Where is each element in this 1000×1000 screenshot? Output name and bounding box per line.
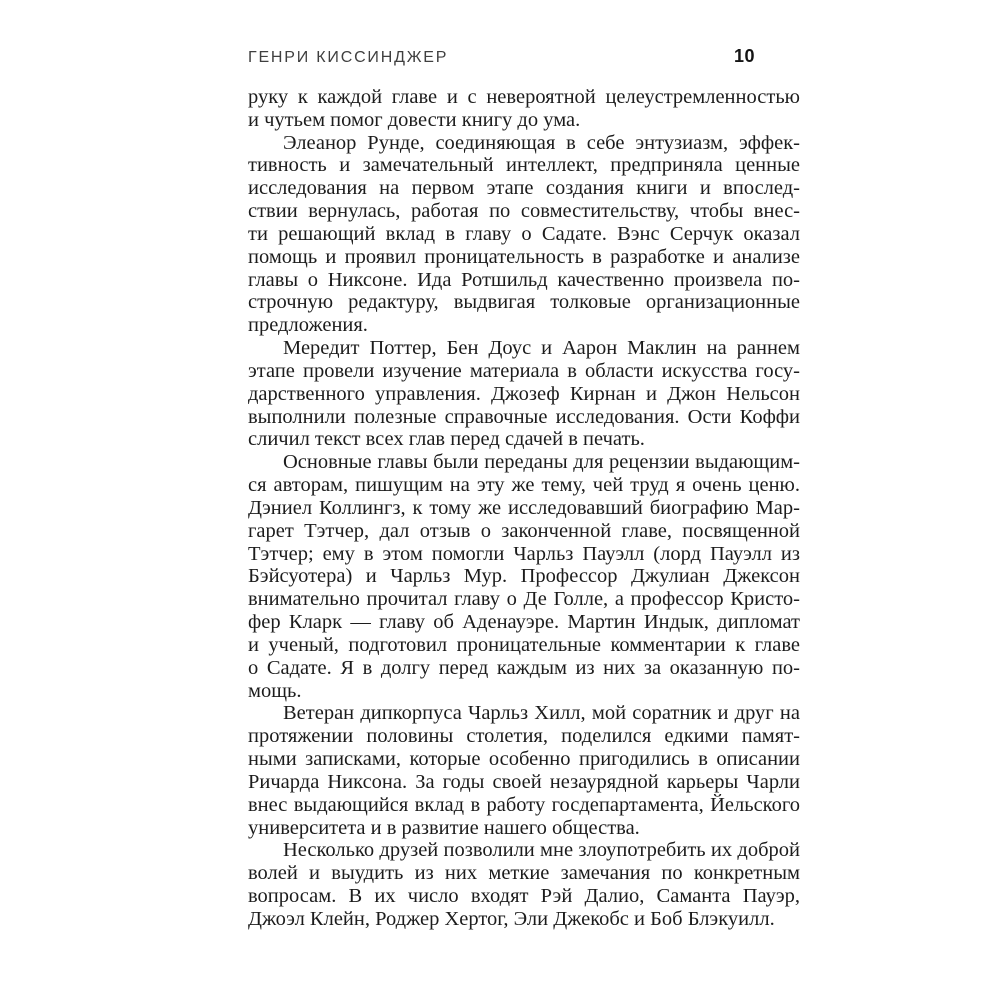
text-line: ствии вернулась, работая по совместительству, чтобы внес- [248, 200, 800, 223]
text-line: дарственного управления. Джозеф Кирнан и Джон Нельсон [248, 382, 800, 405]
text-line: Мередит Поттер, Бен Доус и Аарон Маклин на раннем [283, 337, 800, 360]
paragraph [248, 451, 800, 702]
text-line: руку к каждой главе и с невероятной целеустремленностью [248, 86, 800, 108]
text-line: предложения. [248, 314, 368, 337]
text-line: о Садате. Я в долгу перед каждым из них за оказанную по- [248, 656, 800, 679]
text-line: внимательно прочитал главу о Де Голле, а профессор Кристо- [248, 588, 800, 611]
text-line: Ветеран дипкорпуса Чарльз Хилл, мой соратник и друг на [283, 702, 800, 725]
paragraph [248, 337, 800, 451]
running-header-author: ГЕНРИ КИССИНДЖЕР [248, 49, 449, 66]
text-line: Несколько друзей позволили мне злоупотребить их доброй [283, 839, 800, 862]
page-number: 10 [733, 46, 755, 66]
text-line: выполнили полезные справочные исследования. Ости Коффи [248, 405, 800, 428]
text-line: протяжении половины столетия, поделился едкими памят- [248, 725, 800, 748]
text-line: Элеанор Рунде, соединяющая в себе энтузиазм, эффек- [283, 131, 800, 154]
running-header [248, 46, 755, 67]
paragraph [248, 839, 800, 930]
text-line: этапе провели изучение материала в области искусства госу- [248, 359, 800, 382]
text-line: Джоэл Клейн, Роджер Хертог, Эли Джекобс и Боб Блэкуилл. [248, 907, 775, 930]
text-line: ти решающий вклад в главу о Садате. Вэнс Серчук оказал [248, 222, 800, 245]
text-line: и ученый, подготовил проницательные комментарии к главе [248, 633, 800, 656]
text-line: Тэтчер; ему в этом помогли Чарльз Пауэлл (лорд Пауэлл из [248, 542, 800, 565]
text-line: ся авторам, пишущим на эту же тему, чей труд я очень ценю. [248, 474, 800, 497]
text-line: внес выдающийся вклад в работу госдепартамента, Йельского [248, 793, 800, 816]
text-line: сличил текст всех глав перед сдачей в печать. [248, 428, 645, 451]
text-line: и чутьем помог довести книгу до ума. [248, 108, 581, 131]
text-line: Ричарда Никсона. За годы своей незаурядной карьеры Чарли [248, 770, 800, 793]
paragraph [248, 86, 800, 132]
text-line: университета и в развитие нашего общества. [248, 816, 640, 839]
paragraph [248, 132, 800, 337]
text-line: вопросам. В их число входят Рэй Далио, Саманта Пауэр, [248, 884, 800, 907]
text-line: гарет Тэтчер, дал отзыв о законченной главе, посвященной [248, 519, 800, 542]
text-line: тивность и замечательный интеллект, предприняла ценные [248, 154, 800, 177]
text-line: волей и выудить из них меткие замечания по конкретным [248, 862, 800, 885]
page-body [248, 86, 800, 931]
text-line: ными записками, которые особенно пригодились в описании [248, 748, 800, 771]
text-line: Основные главы были переданы для рецензии выдающим- [283, 451, 800, 474]
text-line: помощь и проявил проницательность в разработке и анализе [248, 245, 800, 268]
text-line: Дэниел Коллингз, к тому же исследовавший биографию Мар- [248, 496, 800, 519]
text-line: главы о Никсоне. Ида Ротшильд качественно произвела по- [248, 268, 800, 291]
text-line: исследования на первом этапе создания книги и впослед- [248, 177, 800, 200]
text-line: фер Кларк — главу об Аденауэре. Мартин Индык, дипломат [248, 611, 800, 634]
text-line: строчную редактуру, выдвигая толковые организационные [248, 291, 800, 314]
paragraph [248, 702, 800, 839]
text-line: мощь. [248, 679, 302, 702]
text-line: Бэйсуотера) и Чарльз Мур. Профессор Джулиан Джексон [248, 565, 800, 588]
